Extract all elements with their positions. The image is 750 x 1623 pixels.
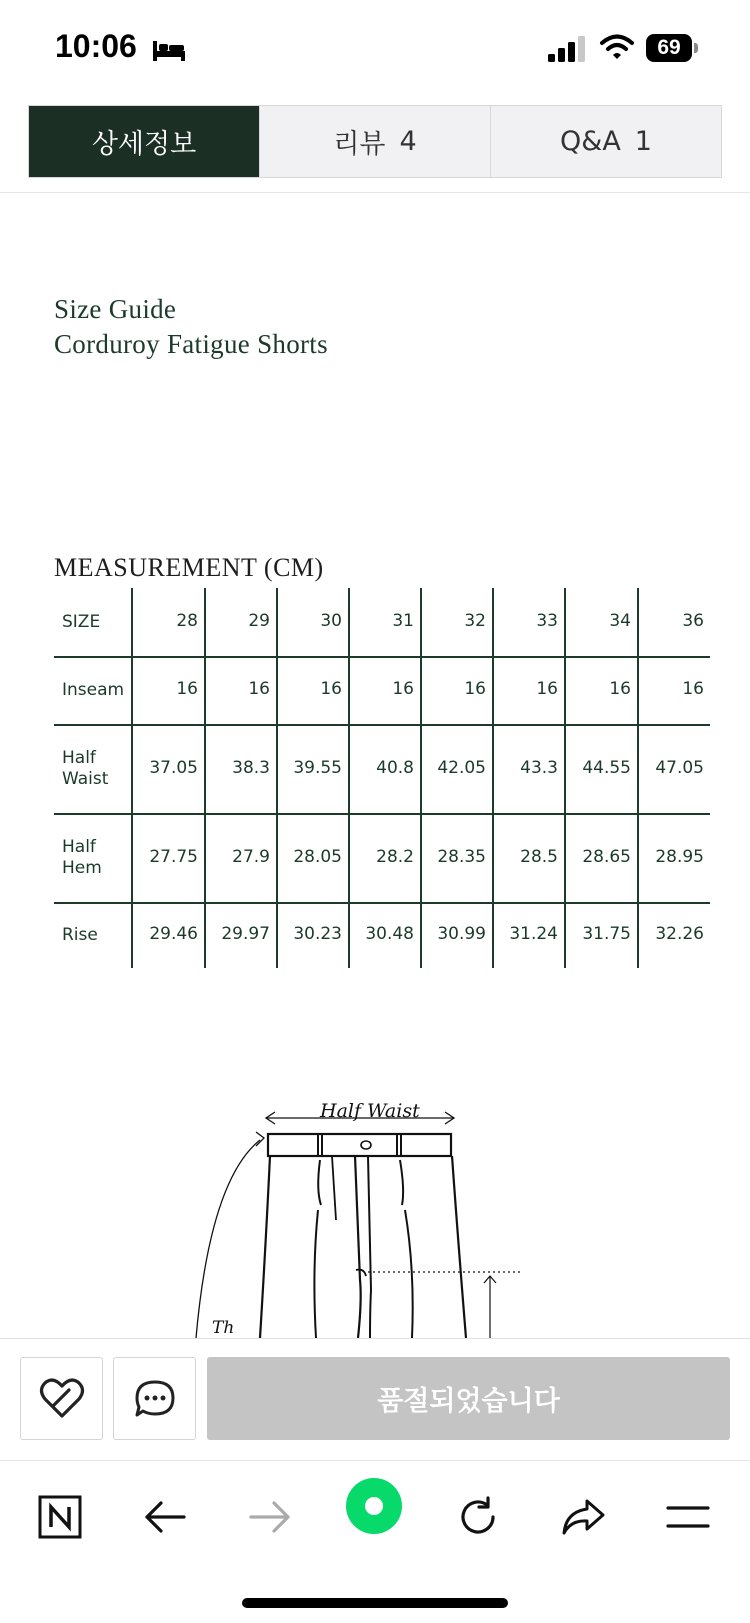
table-row-label xyxy=(62,680,124,701)
table-gridline-vertical xyxy=(131,588,133,968)
table-gridline-horizontal xyxy=(54,724,710,726)
table-cell: 28.95 xyxy=(655,846,704,867)
arrow-right-icon xyxy=(249,1500,291,1534)
tab-reviews-label: 리뷰 xyxy=(333,129,386,160)
table-cell: 28.2 xyxy=(376,846,414,867)
table-row-label xyxy=(62,612,100,633)
heart-icon xyxy=(39,1378,85,1420)
table-cell: 32.26 xyxy=(655,924,704,944)
table-cell: 27.9 xyxy=(232,846,270,867)
table-gridline-horizontal xyxy=(54,902,710,904)
green-dot-button[interactable] xyxy=(345,1477,403,1535)
table-row-label xyxy=(62,925,98,946)
chat-bubble-icon xyxy=(133,1378,177,1420)
share-button[interactable] xyxy=(553,1487,613,1547)
table-gridline-vertical xyxy=(204,588,206,968)
table-cell: 30.48 xyxy=(365,924,414,944)
table-cell: 33 xyxy=(536,611,558,631)
table-cell: 29 xyxy=(248,611,270,631)
table-cell: 38.3 xyxy=(232,757,270,778)
table-cell: 16 xyxy=(536,679,558,699)
table-cell: 30.23 xyxy=(293,924,342,944)
tab-qna[interactable] xyxy=(490,106,721,177)
size-guide-heading xyxy=(54,292,328,362)
table-cell: 44.55 xyxy=(582,757,631,778)
table-gridline-vertical xyxy=(276,588,278,968)
table-gridline-vertical xyxy=(564,588,566,968)
table-cell: 28 xyxy=(176,611,198,631)
table-cell: 39.55 xyxy=(293,757,342,778)
table-cell: 37.05 xyxy=(149,757,198,778)
table-row-label-line: Waist xyxy=(62,768,109,789)
table-row-label-line: Hem xyxy=(62,857,102,878)
table-cell: 31 xyxy=(392,611,414,631)
wifi-icon xyxy=(600,33,634,61)
table-cell: 16 xyxy=(248,679,270,699)
status-time: 10:06 xyxy=(55,28,137,64)
table-cell: 30 xyxy=(320,611,342,631)
table-gridline-vertical xyxy=(420,588,422,968)
naver-n-icon xyxy=(38,1495,82,1539)
table-cell: 16 xyxy=(609,679,631,699)
table-cell: 29.46 xyxy=(149,924,198,944)
table-row-label-line: Inseam xyxy=(62,679,125,700)
status-bar xyxy=(0,0,750,100)
table-row-label xyxy=(62,837,102,879)
table-cell: 32 xyxy=(464,611,486,631)
action-bar xyxy=(0,1338,750,1460)
table-cell: 42.05 xyxy=(437,757,486,778)
table-cell: 28.5 xyxy=(520,846,558,867)
table-cell: 30.99 xyxy=(437,924,486,944)
bed-icon xyxy=(152,38,186,62)
table-cell: 28.05 xyxy=(293,846,342,867)
table-gridline-horizontal xyxy=(54,656,710,658)
tab-details[interactable] xyxy=(29,106,259,177)
naver-home-button[interactable] xyxy=(30,1487,90,1547)
table-cell: 40.8 xyxy=(376,757,414,778)
table-gridline-vertical xyxy=(637,588,639,968)
battery-indicator xyxy=(646,34,698,62)
cellular-signal-icon xyxy=(548,36,586,62)
reload-button[interactable] xyxy=(448,1487,508,1547)
table-gridline-vertical xyxy=(348,588,350,968)
table-row-label-line: Half xyxy=(62,836,96,857)
table-cell: 16 xyxy=(320,679,342,699)
wishlist-button[interactable] xyxy=(20,1357,103,1440)
product-name: Corduroy Fatigue Shorts xyxy=(54,329,328,359)
browser-toolbar xyxy=(0,1460,750,1623)
home-indicator xyxy=(242,1598,508,1608)
sold-out-button[interactable]: 품절되었습니다 xyxy=(207,1357,730,1440)
table-row-label-line: SIZE xyxy=(62,611,101,632)
table-cell: 27.75 xyxy=(149,846,198,867)
table-cell: 47.05 xyxy=(655,757,704,778)
table-cell: 16 xyxy=(682,679,704,699)
battery-cap xyxy=(694,43,698,53)
chat-button[interactable] xyxy=(113,1357,196,1440)
table-cell: 34 xyxy=(609,611,631,631)
half-waist-label: Half Waist xyxy=(320,1100,420,1122)
tab-qna-count: 1 xyxy=(634,126,652,157)
table-cell: 16 xyxy=(392,679,414,699)
table-cell: 36 xyxy=(682,611,704,631)
tab-reviews[interactable] xyxy=(259,106,490,177)
tabs-divider xyxy=(0,192,750,193)
battery-level: 69 xyxy=(646,34,692,62)
tab-details-label: 상세정보 xyxy=(91,129,197,160)
table-gridline-horizontal xyxy=(54,813,710,815)
forward-button[interactable] xyxy=(240,1487,300,1547)
table-row-label-line: Half xyxy=(62,747,96,768)
table-cell: 28.35 xyxy=(437,846,486,867)
back-button[interactable] xyxy=(135,1487,195,1547)
table-cell: 43.3 xyxy=(520,757,558,778)
arrow-left-icon xyxy=(144,1500,186,1534)
table-cell: 16 xyxy=(464,679,486,699)
menu-icon xyxy=(666,1504,710,1530)
green-dot-icon xyxy=(345,1477,403,1535)
thigh-partial-label: Th xyxy=(212,1318,235,1338)
table-cell: 29.97 xyxy=(221,924,270,944)
table-cell: 28.65 xyxy=(582,846,631,867)
measurement-title: MEASUREMENT (CM) xyxy=(54,553,324,582)
table-cell: 31.75 xyxy=(582,924,631,944)
table-row-label-line: Rise xyxy=(62,924,98,945)
tab-reviews-count: 4 xyxy=(399,126,417,157)
size-guide-title: Size Guide xyxy=(54,294,177,324)
share-icon xyxy=(561,1498,605,1536)
tab-qna-label: Q&A xyxy=(560,126,621,157)
table-cell: 16 xyxy=(176,679,198,699)
table-gridline-vertical xyxy=(492,588,494,968)
shorts-illustration xyxy=(190,1100,550,1338)
reload-icon xyxy=(457,1496,499,1538)
menu-button[interactable] xyxy=(658,1487,718,1547)
table-cell: 31.24 xyxy=(509,924,558,944)
product-tabs xyxy=(28,105,722,178)
measurement-table xyxy=(54,588,710,968)
table-row-label xyxy=(62,748,108,790)
